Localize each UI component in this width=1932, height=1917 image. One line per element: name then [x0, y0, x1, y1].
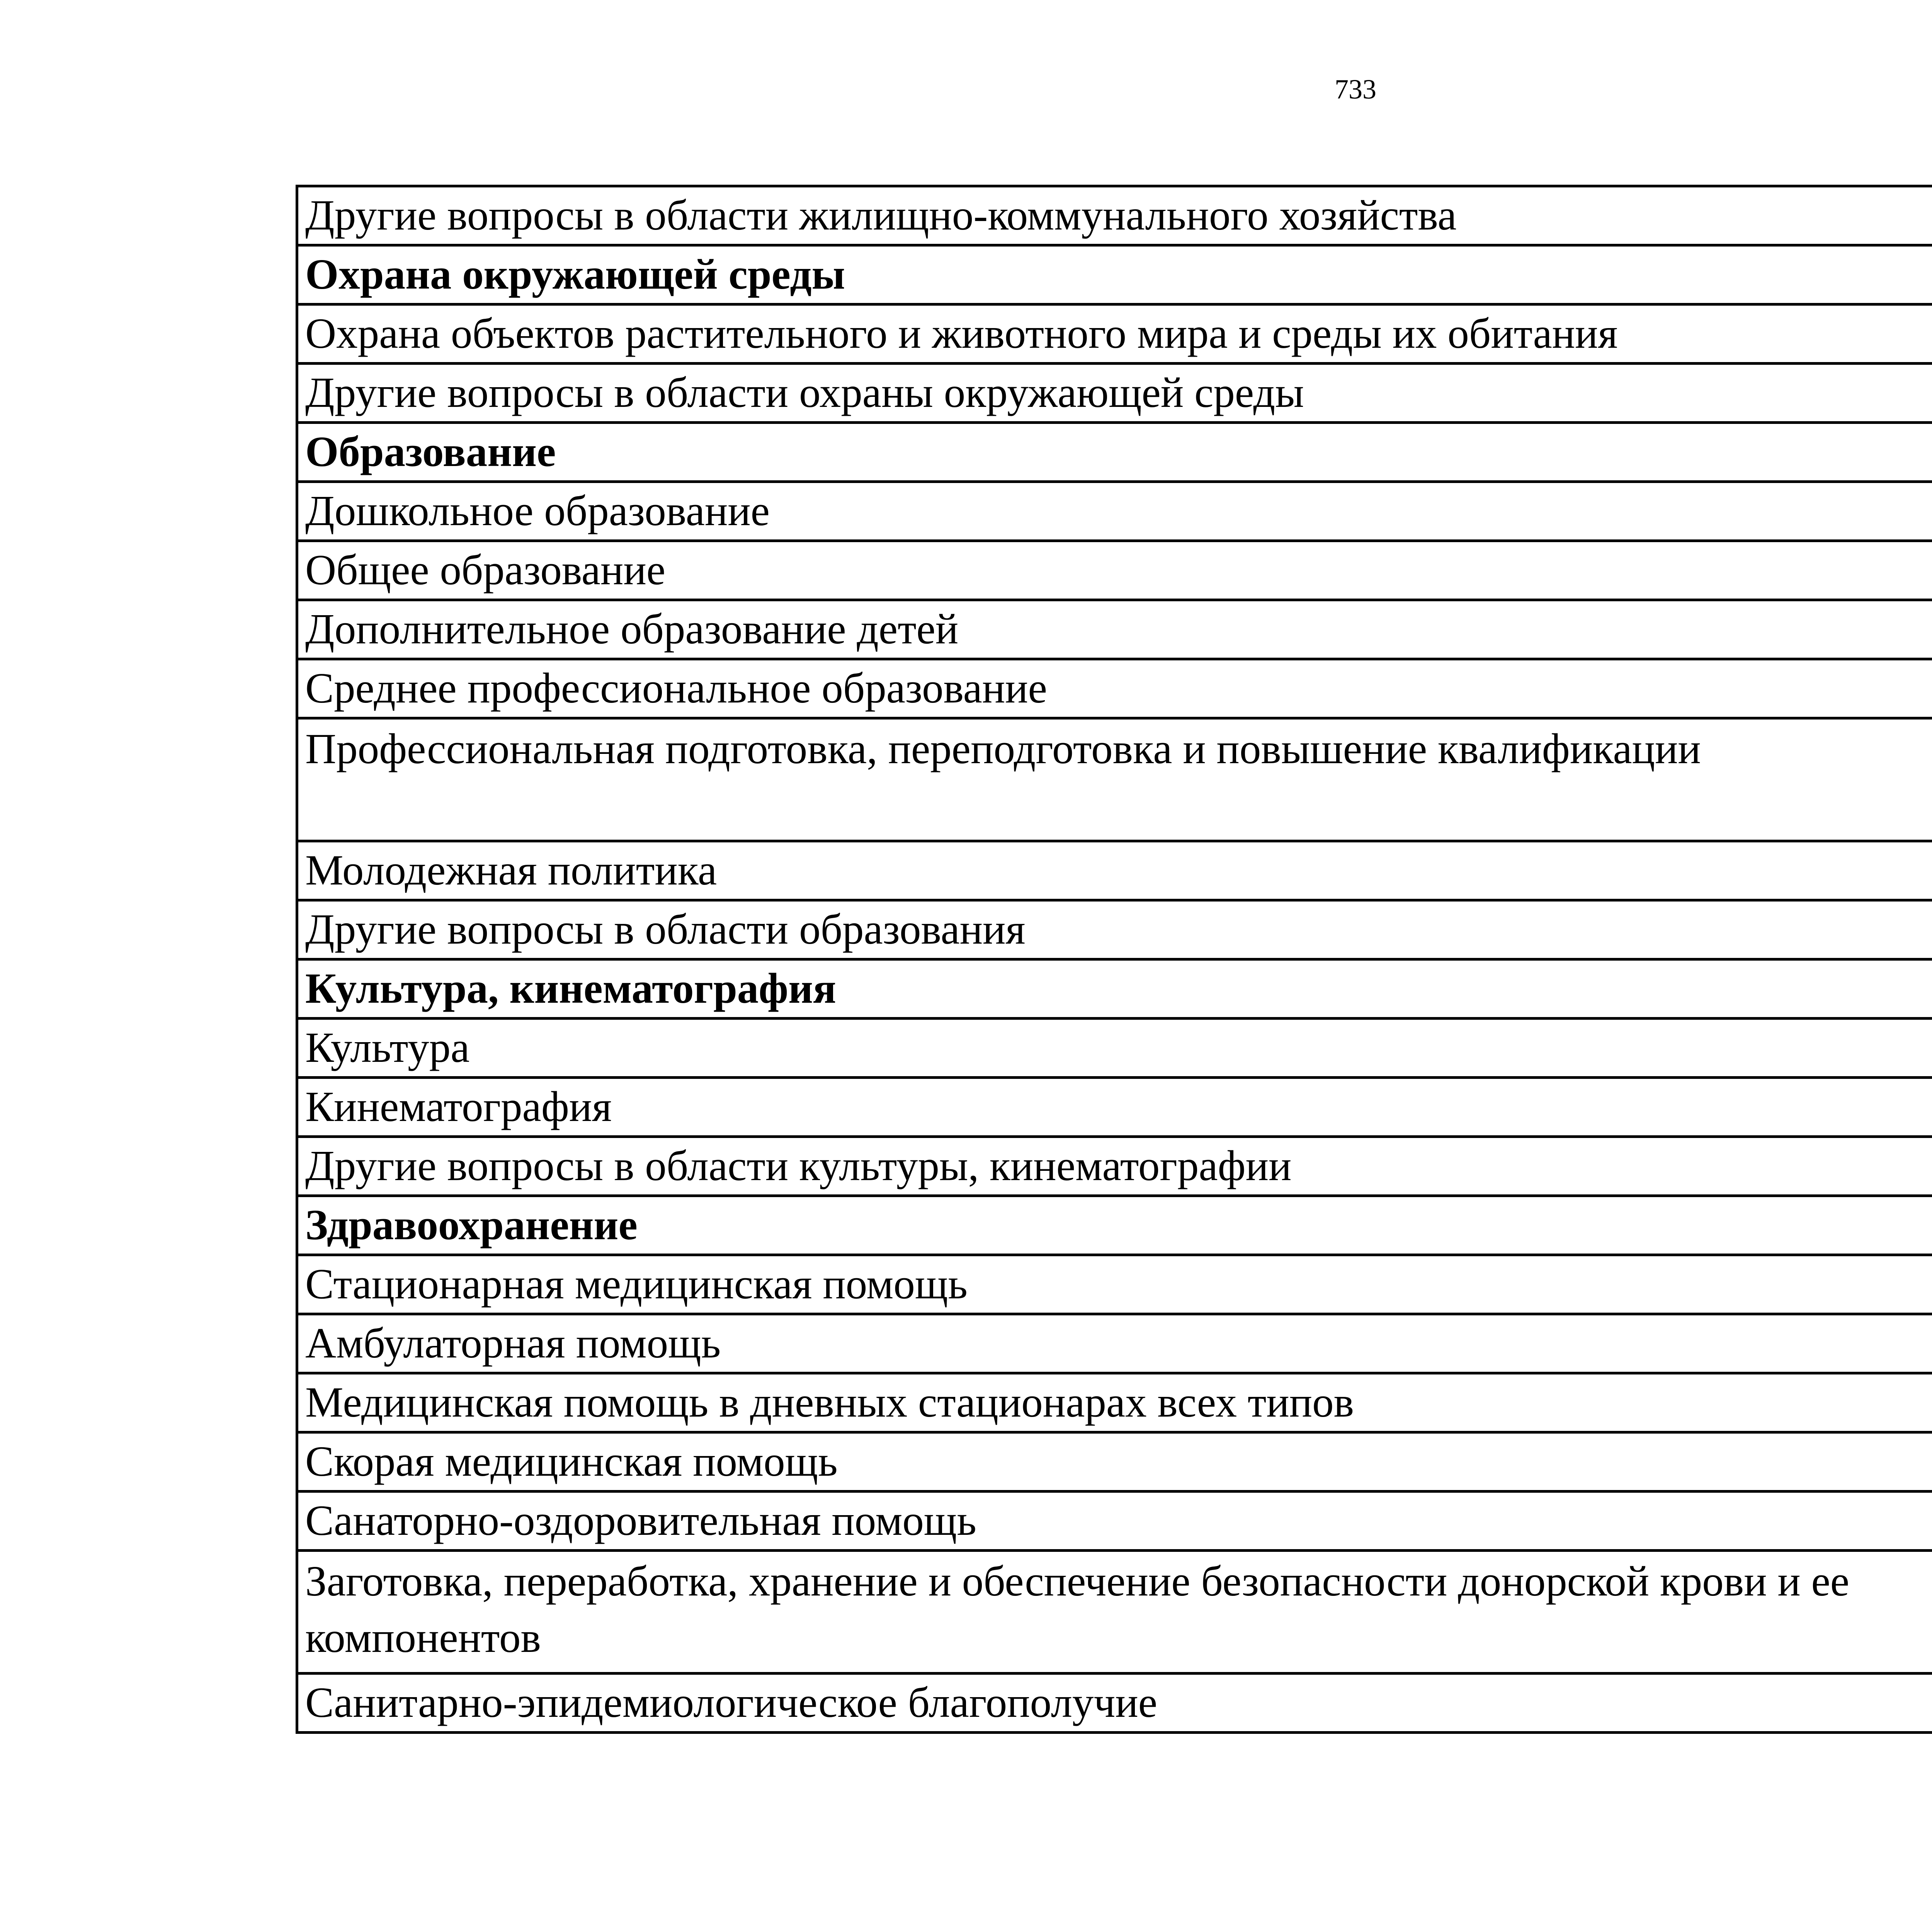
row-name: Стационарная медицинская помощь: [297, 1255, 1932, 1314]
row-name: Дошкольное образование: [297, 482, 1932, 541]
table-row: [297, 304, 1932, 364]
section-row: [297, 423, 1932, 482]
row-name: Культура: [297, 1019, 1932, 1078]
table-row: [297, 186, 1932, 245]
budget-table-body: [297, 186, 1932, 1733]
row-name: Другие вопросы в области охраны окружающей среды: [297, 364, 1932, 423]
table-row: [297, 1137, 1932, 1196]
table-row: [297, 541, 1932, 600]
section-row: [297, 245, 1932, 304]
row-name: Другие вопросы в области образования: [297, 900, 1932, 959]
table-row: [297, 659, 1932, 718]
row-name: Санаторно-оздоровительная помощь: [297, 1492, 1932, 1551]
table-row: [297, 1492, 1932, 1551]
page-number: 733: [1335, 74, 1376, 105]
row-name: Общее образование: [297, 541, 1932, 600]
row-name: Здравоохранение: [297, 1196, 1932, 1255]
row-name: Образование: [297, 423, 1932, 482]
row-name: Заготовка, переработка, хранение и обеспечение безопасности донорской крови и ее компонентов: [297, 1551, 1932, 1674]
row-name: Скорая медицинская помощь: [297, 1432, 1932, 1492]
row-name: Амбулаторная помощь: [297, 1314, 1932, 1373]
table-row: [297, 841, 1932, 900]
row-name: Охрана окружающей среды: [297, 245, 1932, 304]
row-name: Профессиональная подготовка, переподготовка и повышение квалификации: [297, 718, 1932, 841]
budget-table: [296, 185, 1932, 1734]
table-row: [297, 1019, 1932, 1078]
table-row: [297, 1373, 1932, 1432]
section-row: [297, 959, 1932, 1019]
table-row: [297, 1078, 1932, 1137]
row-name: Дополнительное образование детей: [297, 600, 1932, 659]
row-name: Кинематография: [297, 1078, 1932, 1137]
row-name: Молодежная политика: [297, 841, 1932, 900]
table-row: [297, 900, 1932, 959]
row-name: Охрана объектов растительного и животного мира и среды их обитания: [297, 304, 1932, 364]
row-name: Среднее профессиональное образование: [297, 659, 1932, 718]
table-row: [297, 1255, 1932, 1314]
table-row: [297, 600, 1932, 659]
table-row: [297, 1551, 1932, 1674]
row-name: Другие вопросы в области культуры, кинематографии: [297, 1137, 1932, 1196]
table-row: [297, 1432, 1932, 1492]
table-row: [297, 364, 1932, 423]
table-row: [297, 1314, 1932, 1373]
row-name: Другие вопросы в области жилищно-коммунального хозяйства: [297, 186, 1932, 245]
table-row: [297, 482, 1932, 541]
row-name: Медицинская помощь в дневных стационарах всех типов: [297, 1373, 1932, 1432]
table-row: [297, 718, 1932, 841]
row-name: Санитарно-эпидемиологическое благополучие: [297, 1674, 1932, 1733]
section-row: [297, 1196, 1932, 1255]
table-row: [297, 1674, 1932, 1733]
row-name: Культура, кинематография: [297, 959, 1932, 1019]
